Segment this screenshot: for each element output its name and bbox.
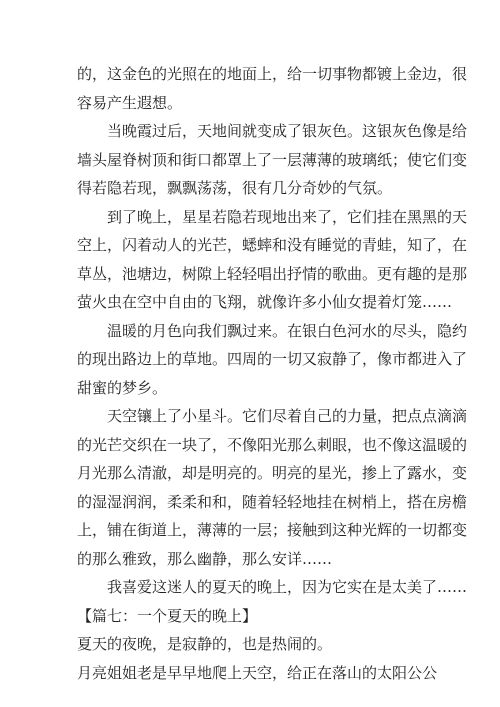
- body-text: [77, 60, 468, 687]
- text-line: 的光芒交织在一块了，不像阳光那么刺眼，也不像这温暖的: [77, 435, 468, 454]
- text-line: 我喜爱这迷人的夏天的晚上，因为它实在是太美了……: [107, 578, 468, 596]
- text-line: 到了晚上，星星若隐若现地出来了，它们挂在黑黑的天: [107, 207, 468, 226]
- text-line: 空上，闪着动人的光芒，蟋蟀和没有睡觉的青蛙，知了，在: [77, 236, 468, 254]
- text-line: 萤火虫在空中自由的飞翔，就像许多小仙女提着灯笼……: [77, 293, 453, 311]
- text-line: 草丛，池塘边，树隙上轻轻唱出抒情的歌曲。更有趣的是那: [77, 264, 468, 283]
- text-line: 容易产生遐想。: [77, 93, 183, 112]
- text-line: 的现出路边上的草地。四周的一切又寂静了，像市都进入了: [77, 350, 468, 368]
- text-line: 甜蜜的梦乡。: [77, 378, 168, 397]
- text-line: 当晚霞过后，天地间就变成了银灰色。这银灰色像是给: [107, 122, 468, 140]
- text-line: 得若隐若现，飘飘荡荡，很有几分奇妙的气氛。: [77, 179, 393, 197]
- text-line: 的，这金色的光照在的地面上，给一切事物都镀上金边，很: [77, 65, 468, 83]
- text-line: 天空镶上了小星斗。它们尽着自己的力量，把点点滴滴: [107, 407, 468, 425]
- text-line: 温暖的月色向我们飘过来。在银白色河水的尽头，隐约: [107, 321, 468, 340]
- text-line: 夏天的夜晚，是寂静的，也是热闹的。: [77, 635, 333, 653]
- section-heading: 【篇七：一个夏天的晚上】: [77, 606, 258, 625]
- text-line: 月光那么清澈，却是明亮的。明亮的星光，掺上了露水，变: [77, 464, 468, 482]
- text-line: 的那么雅致，那么幽静，那么安详……: [77, 549, 333, 568]
- text-line: 月亮姐姐老是早早地爬上天空，给正在落山的太阳公公: [77, 663, 438, 682]
- text-line: 上，铺在街道上，薄薄的一层；接触到这种光辉的一切都变: [77, 521, 468, 539]
- text-line: 的湿湿润润，柔柔和和，随着轻轻地挂在树梢上，搭在房檐: [77, 492, 468, 511]
- text-line: 墙头屋脊树顶和街口都罩上了一层薄薄的玻璃纸；使它们变: [77, 150, 468, 169]
